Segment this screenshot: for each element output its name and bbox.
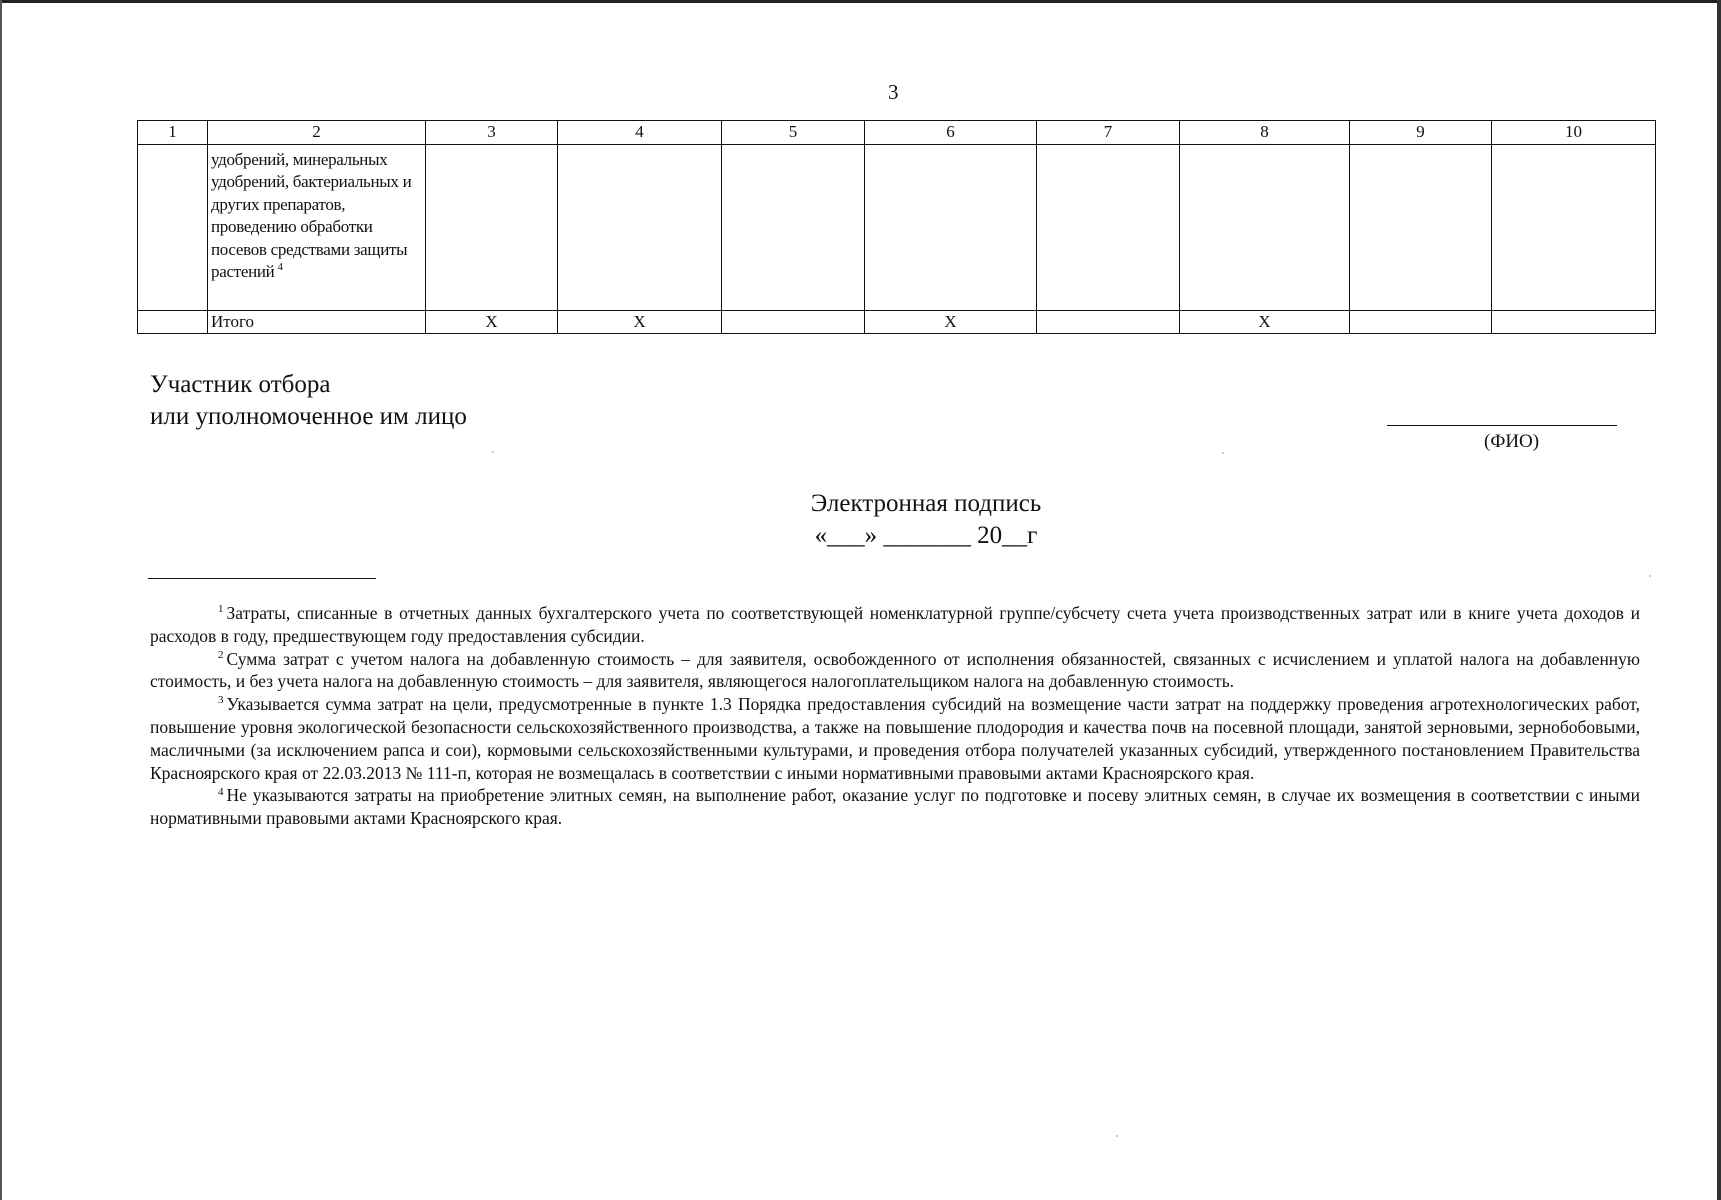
signer-block xyxy=(150,369,467,433)
footnote-text: Затраты, списанные в отчетных данных бухгалтерского учета по соответствующей номенклатурной группе/субсчету счета учета производственных затрат или в книге учета доходов и расходов в году, предшествующем году предоставления субсидии. xyxy=(150,603,1640,646)
row-description xyxy=(208,144,426,310)
total-cell: X xyxy=(426,310,558,334)
total-cell xyxy=(1350,310,1492,334)
electronic-signature-block xyxy=(795,488,1057,552)
column-number-row xyxy=(138,121,1656,145)
column-number: 8 xyxy=(1180,121,1350,145)
footnotes xyxy=(150,602,1640,830)
footnote-text: Указывается сумма затрат на цели, предусмотренные в пункте 1.3 Порядка предоставления субсидий на возмещение части затрат на поддержку проведения агротехнологических работ, повышение уровня экологической безопасности сельскохозяйственного производства, а также на повышение плодородия и качества почв на посевной площади, занятой зерновыми, зернобобовыми, масличными (за исключением рапса и сои), кормовыми сельскохозяйственными культурами, и проведения отбора получателей указанных субсидий, утвержденного постановлением Правительства Красноярского края от 22.03.2013 № 111-п, которая не возмещалась в соответствии с иными нормативными правовыми актами Красноярского края. xyxy=(150,694,1640,783)
footnote-ref: 4 xyxy=(277,261,283,274)
signer-line-1: Участник отбора xyxy=(150,371,331,398)
table-cell xyxy=(426,144,558,310)
page-number: 3 xyxy=(888,80,899,104)
footnote xyxy=(150,648,1640,694)
table-cell xyxy=(1180,144,1350,310)
table-cell xyxy=(865,144,1037,310)
scan-edge-top xyxy=(0,0,1721,3)
table-row xyxy=(138,144,1656,310)
total-cell xyxy=(1492,310,1656,334)
scan-edge-right xyxy=(1717,0,1721,1200)
row-description-text: удобрений, минеральных удобрений, бактериальных и других препаратов, проведению обработки посевов средствами защиты растений xyxy=(211,149,412,281)
footnote xyxy=(150,602,1640,648)
column-number: 1 xyxy=(138,121,208,145)
table-cell xyxy=(138,310,208,334)
column-number: 9 xyxy=(1350,121,1492,145)
table-cell xyxy=(1350,144,1492,310)
footnote xyxy=(150,693,1640,784)
table-cell xyxy=(138,144,208,310)
column-number: 7 xyxy=(1037,121,1180,145)
table-cell xyxy=(1037,144,1180,310)
footnote xyxy=(150,784,1640,830)
total-label: Итого xyxy=(208,310,426,334)
signer-line-2: или уполномоченное им лицо xyxy=(150,403,467,430)
total-row xyxy=(138,310,1656,334)
scan-speck xyxy=(492,451,494,453)
column-number: 3 xyxy=(426,121,558,145)
footnote-marker: 4 xyxy=(218,785,224,798)
total-cell: X xyxy=(865,310,1037,334)
table-cell xyxy=(1492,144,1656,310)
table-cell xyxy=(722,144,865,310)
total-cell: X xyxy=(1180,310,1350,334)
total-cell xyxy=(722,310,865,334)
footnote-text: Сумма затрат с учетом налога на добавленную стоимость – для заявителя, освобожденного от исполнения обязанностей, связанных с исчислением и уплатой налога на добавленную стоимость, и без учета налога на добавленную стоимость – для заявителя, являющегося налогоплательщиком налога на добавленную стоимость. xyxy=(150,648,1640,692)
column-number: 10 xyxy=(1492,121,1656,145)
footnote-marker: 2 xyxy=(218,648,224,661)
signature-date: «___» _______ 20__г xyxy=(814,522,1038,549)
expenses-table xyxy=(137,120,1656,334)
total-cell xyxy=(1037,310,1180,334)
column-number: 6 xyxy=(865,121,1037,145)
footnote-marker: 1 xyxy=(218,603,224,616)
signature-line xyxy=(1387,425,1617,426)
scan-edge-left xyxy=(0,0,2,1200)
column-number: 5 xyxy=(722,121,865,145)
footnote-marker: 3 xyxy=(218,694,224,707)
electronic-signature-title: Электронная подпись xyxy=(810,490,1042,517)
footnote-separator xyxy=(148,578,376,579)
fio-label: (ФИО) xyxy=(1484,431,1540,452)
scan-speck xyxy=(1116,1135,1118,1137)
table-cell xyxy=(558,144,722,310)
column-number: 2 xyxy=(208,121,426,145)
column-number: 4 xyxy=(558,121,722,145)
footnote-text: Не указываются затраты на приобретение элитных семян, на выполнение работ, оказание услуг по подготовке и посеву элитных семян, в случае их возмещения в соответствии с иными нормативными правовыми актами Красноярского края. xyxy=(150,785,1640,829)
scan-speck xyxy=(1649,575,1651,577)
total-cell: X xyxy=(558,310,722,334)
scan-speck xyxy=(1222,452,1224,454)
